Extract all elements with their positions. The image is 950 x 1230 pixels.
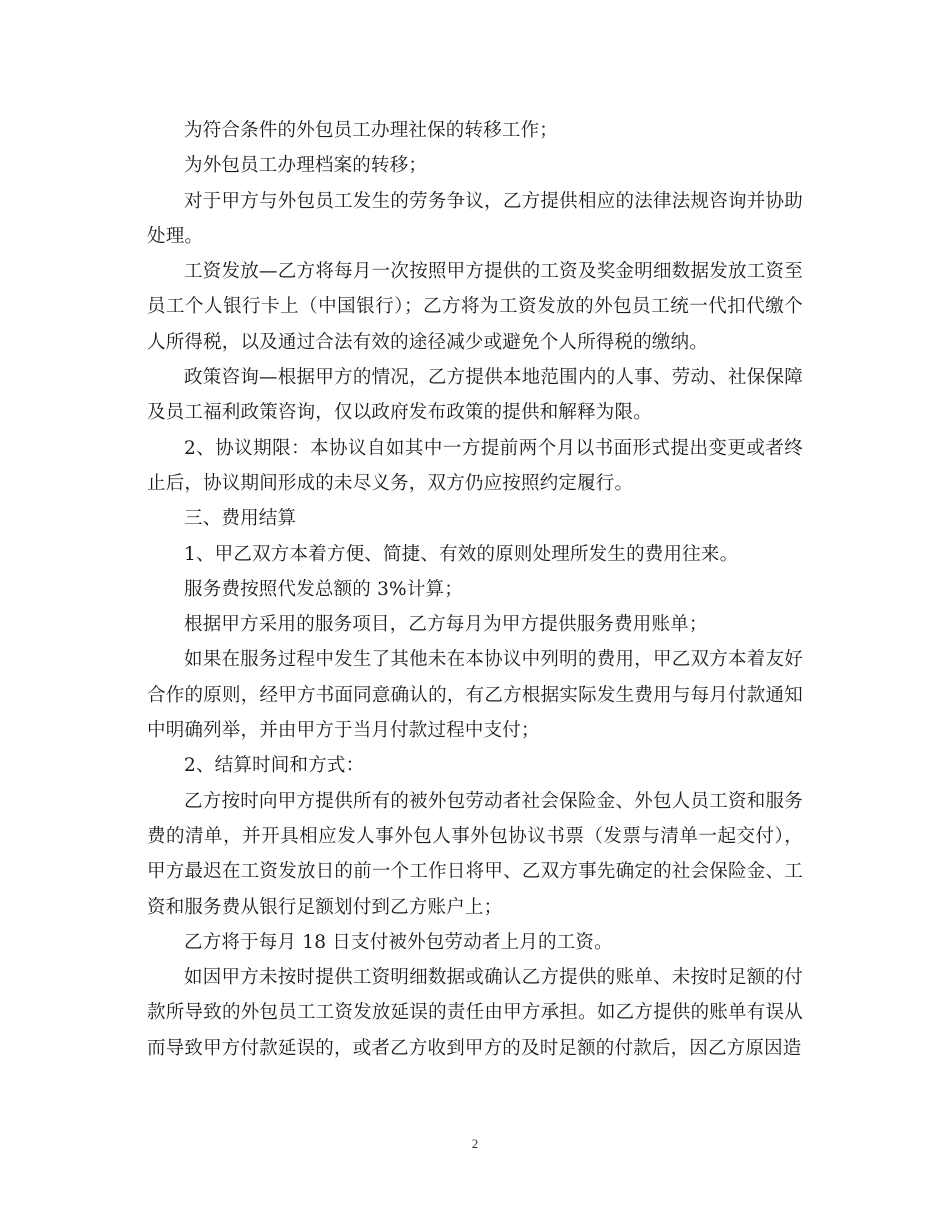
section-heading: 三、费用结算 bbox=[184, 508, 297, 530]
paragraph: 为符合条件的外包员工办理社保的转移工作； bbox=[184, 120, 559, 141]
paragraph: 2、结算时间和方式： bbox=[184, 755, 365, 777]
page-number: 2 bbox=[471, 1136, 479, 1151]
paragraph: 乙方按时向甲方提供所有的被外包劳动者社会保险金、外包人员工资和服务费的清单，并开具相应发人事外包人事外包协议书票（发票与清单一起交付），甲方最迟在工资发放日的前一个工作日将甲、乙双方事先确定的社会保险金、工资和服务费从银行足额划付到乙方账户上； bbox=[147, 790, 803, 918]
paragraph: 乙方将于每月 18 日支付被外包劳动者上月的工资。 bbox=[184, 931, 613, 953]
paragraph: 为外包员工办理档案的转移； bbox=[184, 155, 428, 177]
paragraph: 工资发放—乙方将每月一次按照甲方提供的工资及奖金明细数据发放工资至员工个人银行卡上（中国银行）；乙方将为工资发放的外包员工统一代扣代缴个人所得税，以及通过合法有效的途径减少或避免个人所得税的缴纳。 bbox=[147, 261, 803, 353]
paragraph: 如因甲方未按时提供工资明细数据或确认乙方提供的账单、未按时足额的付款所导致的外包员工工资发放延误的责任由甲方承担。如乙方提供的账单有误从而导致甲方付款延误的，或者乙方收到甲方的及时足额的付款后，因乙方原因造 bbox=[147, 967, 803, 1059]
paragraph: 政策咨询—根据甲方的情况，乙方提供本地范围内的人事、劳动、社保保障及员工福利政策咨询，仅以政府发布政策的提供和解释为限。 bbox=[147, 367, 803, 424]
paragraph: 对于甲方与外包员工发生的劳务争议，乙方提供相应的法律法规咨询并协助处理。 bbox=[147, 190, 803, 247]
paragraph: 如果在服务过程中发生了其他未在本协议中列明的费用，甲乙双方本着友好合作的原则，经甲方书面同意确认的，有乙方根据实际发生费用与每月付款通知中明确列举，并由甲方于当月付款过程中支付； bbox=[147, 649, 803, 742]
document-body bbox=[147, 113, 803, 1066]
paragraph: 服务费按照代发总额的 3%计算； bbox=[184, 578, 463, 600]
paragraph: 1、甲乙双方本着方便、简捷、有效的原则处理所发生的费用往来。 bbox=[184, 543, 739, 565]
paragraph: 根据甲方采用的服务项目，乙方每月为甲方提供服务费用账单； bbox=[184, 614, 708, 636]
paragraph: 2、协议期限：本协议自如其中一方提前两个月以书面形式提出变更或者终止后，协议期间形成的未尽义务，双方仍应按照约定履行。 bbox=[147, 437, 803, 494]
